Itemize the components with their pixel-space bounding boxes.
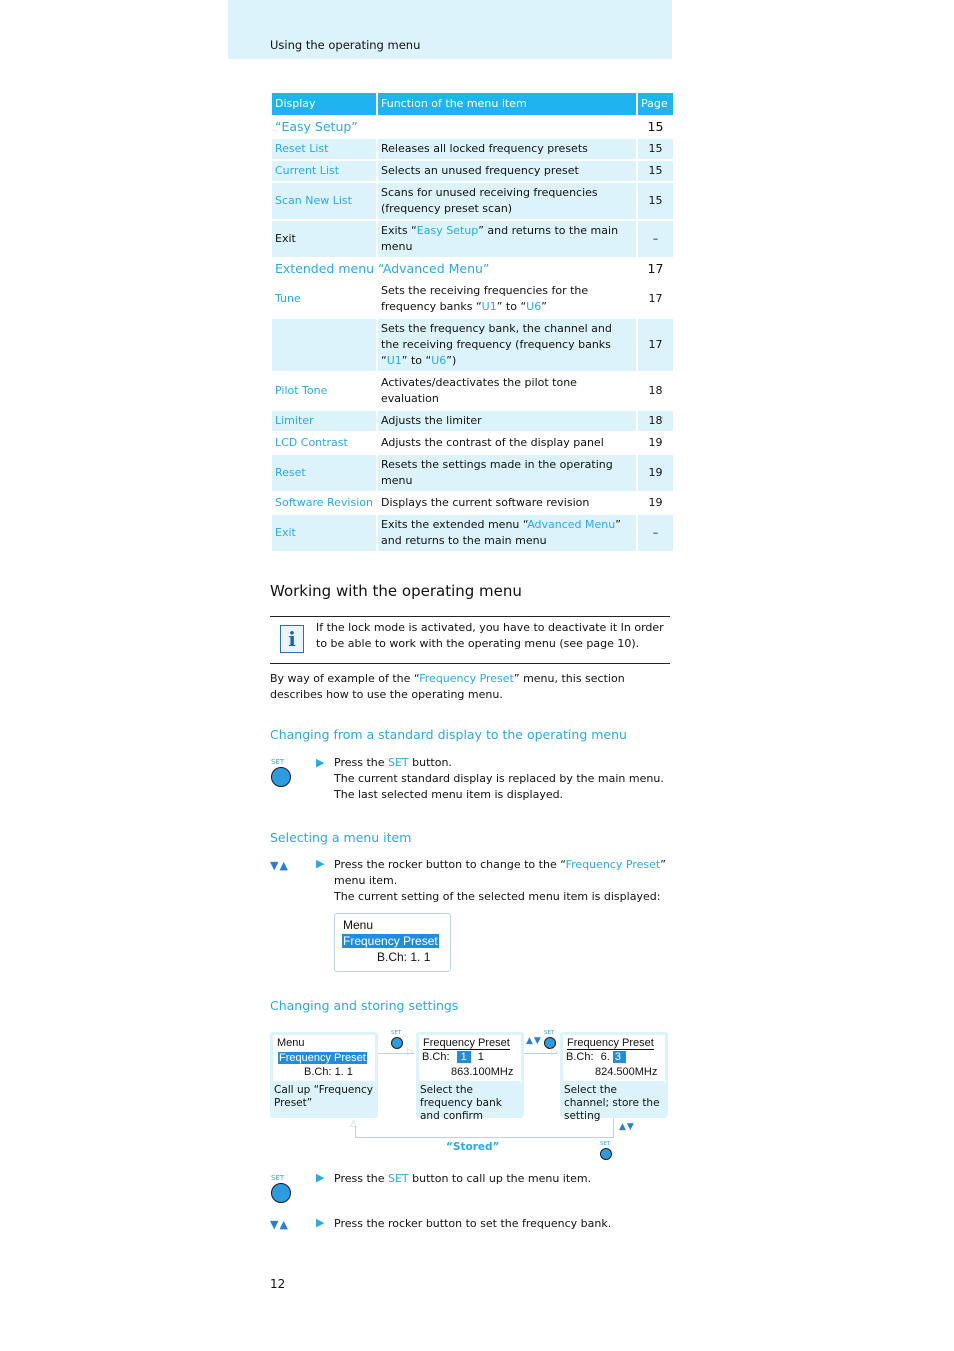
step-rocker-set-bank: Press the rocker button to set the frequency bank. [334, 1217, 612, 1230]
page-number: 12 [270, 1277, 286, 1291]
subheading-selecting: Selecting a menu item [270, 830, 412, 845]
stored-label: “Stored” [446, 1141, 500, 1153]
step-press-set-call-up: Press the SET button to call up the menu item. [334, 1172, 592, 1185]
col-header-function: Function of the menu item [377, 92, 637, 116]
note-box [270, 616, 670, 664]
table-row [271, 138, 673, 160]
menu-item-function: Adjusts the contrast of the display panel [377, 432, 637, 454]
set-button-icon: SET [271, 758, 295, 787]
running-header: Using the operating menu [270, 38, 421, 52]
rocker-button-icon: ▼▲ [270, 859, 289, 872]
menu-item-display: Software Revision [271, 492, 377, 514]
menu-item-page: 17 [637, 318, 673, 372]
menu-item-function: Displays the current software revision [377, 492, 637, 514]
menu-item-function: Resets the settings made in the operating menu [377, 454, 637, 492]
menu-item-page: – [637, 220, 673, 258]
menu-item-display: “Easy Setup” [271, 116, 637, 138]
menu-item-display: Pilot Tone [271, 372, 377, 410]
set-button-icon: SET [391, 1030, 415, 1049]
menu-table [270, 91, 673, 551]
flow-arrow-up-icon: △ [350, 1119, 357, 1129]
table-row [271, 258, 673, 280]
menu-item-display: Scan New List [271, 182, 377, 220]
menu-item-page: 17 [637, 258, 673, 280]
menu-table-body [271, 116, 673, 551]
menu-item-function: Releases all locked frequency presets [377, 138, 637, 160]
menu-item-page: 19 [637, 492, 673, 514]
flow-arrow-icon: ▷ [407, 1047, 414, 1057]
step-arrow-icon: ▶ [316, 1171, 325, 1184]
set-button-icon: SET [600, 1141, 624, 1160]
step-press-set: Press the SET button. The current standard display is replaced by the main menu. The last selected menu item is displayed. [334, 756, 664, 801]
menu-item-page: – [637, 514, 673, 551]
table-row [271, 116, 673, 138]
menu-item-display: Exit [271, 220, 377, 258]
step-arrow-icon: ▶ [316, 857, 325, 870]
menu-item-function: Activates/deactivates the pilot tone evaluation [377, 372, 637, 410]
lcd-display: Menu Frequency Preset B.Ch: 1. 1 [334, 913, 451, 972]
subheading-standard-to-menu: Changing from a standard display to the operating menu [270, 727, 627, 742]
menu-item-display: Current List [271, 160, 377, 182]
table-row [271, 432, 673, 454]
menu-item-function: Sets the frequency bank, the channel and the receiving frequency (frequency banks “U1” to “U6”) [377, 318, 637, 372]
step-arrow-icon: ▶ [316, 1216, 325, 1229]
menu-item-page: 15 [637, 160, 673, 182]
table-row [271, 492, 673, 514]
menu-item-display: Exit [271, 514, 377, 551]
flow-connector-return [355, 1137, 613, 1138]
step-arrow-icon: ▶ [316, 756, 325, 769]
rocker-button-icon: ▼▲ [270, 1218, 289, 1231]
menu-item-function: Exits the extended menu “Advanced Menu” and returns to the main menu [377, 514, 637, 551]
table-row [271, 220, 673, 258]
menu-item-function: Exits “Easy Setup” and returns to the main menu [377, 220, 637, 258]
flow-connector-return [613, 1118, 614, 1138]
menu-item-page: 18 [637, 410, 673, 432]
menu-item-display: Reset [271, 454, 377, 492]
table-row [271, 318, 673, 372]
step-rocker-select: Press the rocker button to change to the “Frequency Preset” menu item. The current setting of the selected menu item is displayed: [334, 858, 666, 903]
table-row [271, 454, 673, 492]
set-button-icon: SET [271, 1174, 295, 1203]
menu-item-display [271, 318, 377, 372]
col-header-display: Display [271, 92, 377, 116]
rocker-button-icon: ▲▼ [526, 1036, 542, 1046]
menu-item-display: Reset List [271, 138, 377, 160]
step-card-2: Frequency Preset B.Ch: 1 1 863.100MHz Select the frequency bank and confirm [416, 1032, 524, 1118]
menu-item-function: Sets the receiving frequencies for the frequency banks “U1” to “U6” [377, 280, 637, 318]
table-row [271, 410, 673, 432]
menu-item-page: 15 [637, 138, 673, 160]
menu-item-function: Adjusts the limiter [377, 410, 637, 432]
step-card-1: Menu Frequency Preset B.Ch: 1. 1 Call up “Frequency Preset” [270, 1032, 378, 1118]
intro-paragraph: By way of example of the “Frequency Preset” menu, this section describes how to use the operating menu. [270, 672, 625, 701]
menu-item-display: Limiter [271, 410, 377, 432]
table-row [271, 160, 673, 182]
menu-item-function: Scans for unused receiving frequencies (frequency preset scan) [377, 182, 637, 220]
col-header-page: Page [637, 92, 673, 116]
table-row [271, 514, 673, 551]
menu-item-page: 18 [637, 372, 673, 410]
rocker-button-icon: ▲▼ [619, 1122, 635, 1132]
menu-item-page: 15 [637, 182, 673, 220]
menu-item-page: 19 [637, 432, 673, 454]
table-row [271, 280, 673, 318]
menu-item-page: 17 [637, 280, 673, 318]
table-row [271, 182, 673, 220]
menu-item-function: Selects an unused frequency preset [377, 160, 637, 182]
section-title: Working with the operating menu [270, 582, 522, 600]
menu-item-page: 15 [637, 116, 673, 138]
info-icon: i [280, 625, 304, 653]
menu-item-display: Tune [271, 280, 377, 318]
subheading-storing: Changing and storing settings [270, 998, 459, 1013]
menu-item-display: Extended menu “Advanced Menu” [271, 258, 637, 280]
step-card-3: Frequency Preset B.Ch: 6. 3 824.500MHz Select the channel; store the setting [560, 1032, 668, 1118]
menu-item-page: 19 [637, 454, 673, 492]
set-button-icon: SET [544, 1030, 568, 1049]
flow-arrow-icon: ▷ [551, 1047, 558, 1057]
menu-item-display: LCD Contrast [271, 432, 377, 454]
note-text: If the lock mode is activated, you have to deactivate it In order to be able to work with the operating menu (see page 10). [316, 621, 664, 650]
table-row [271, 372, 673, 410]
